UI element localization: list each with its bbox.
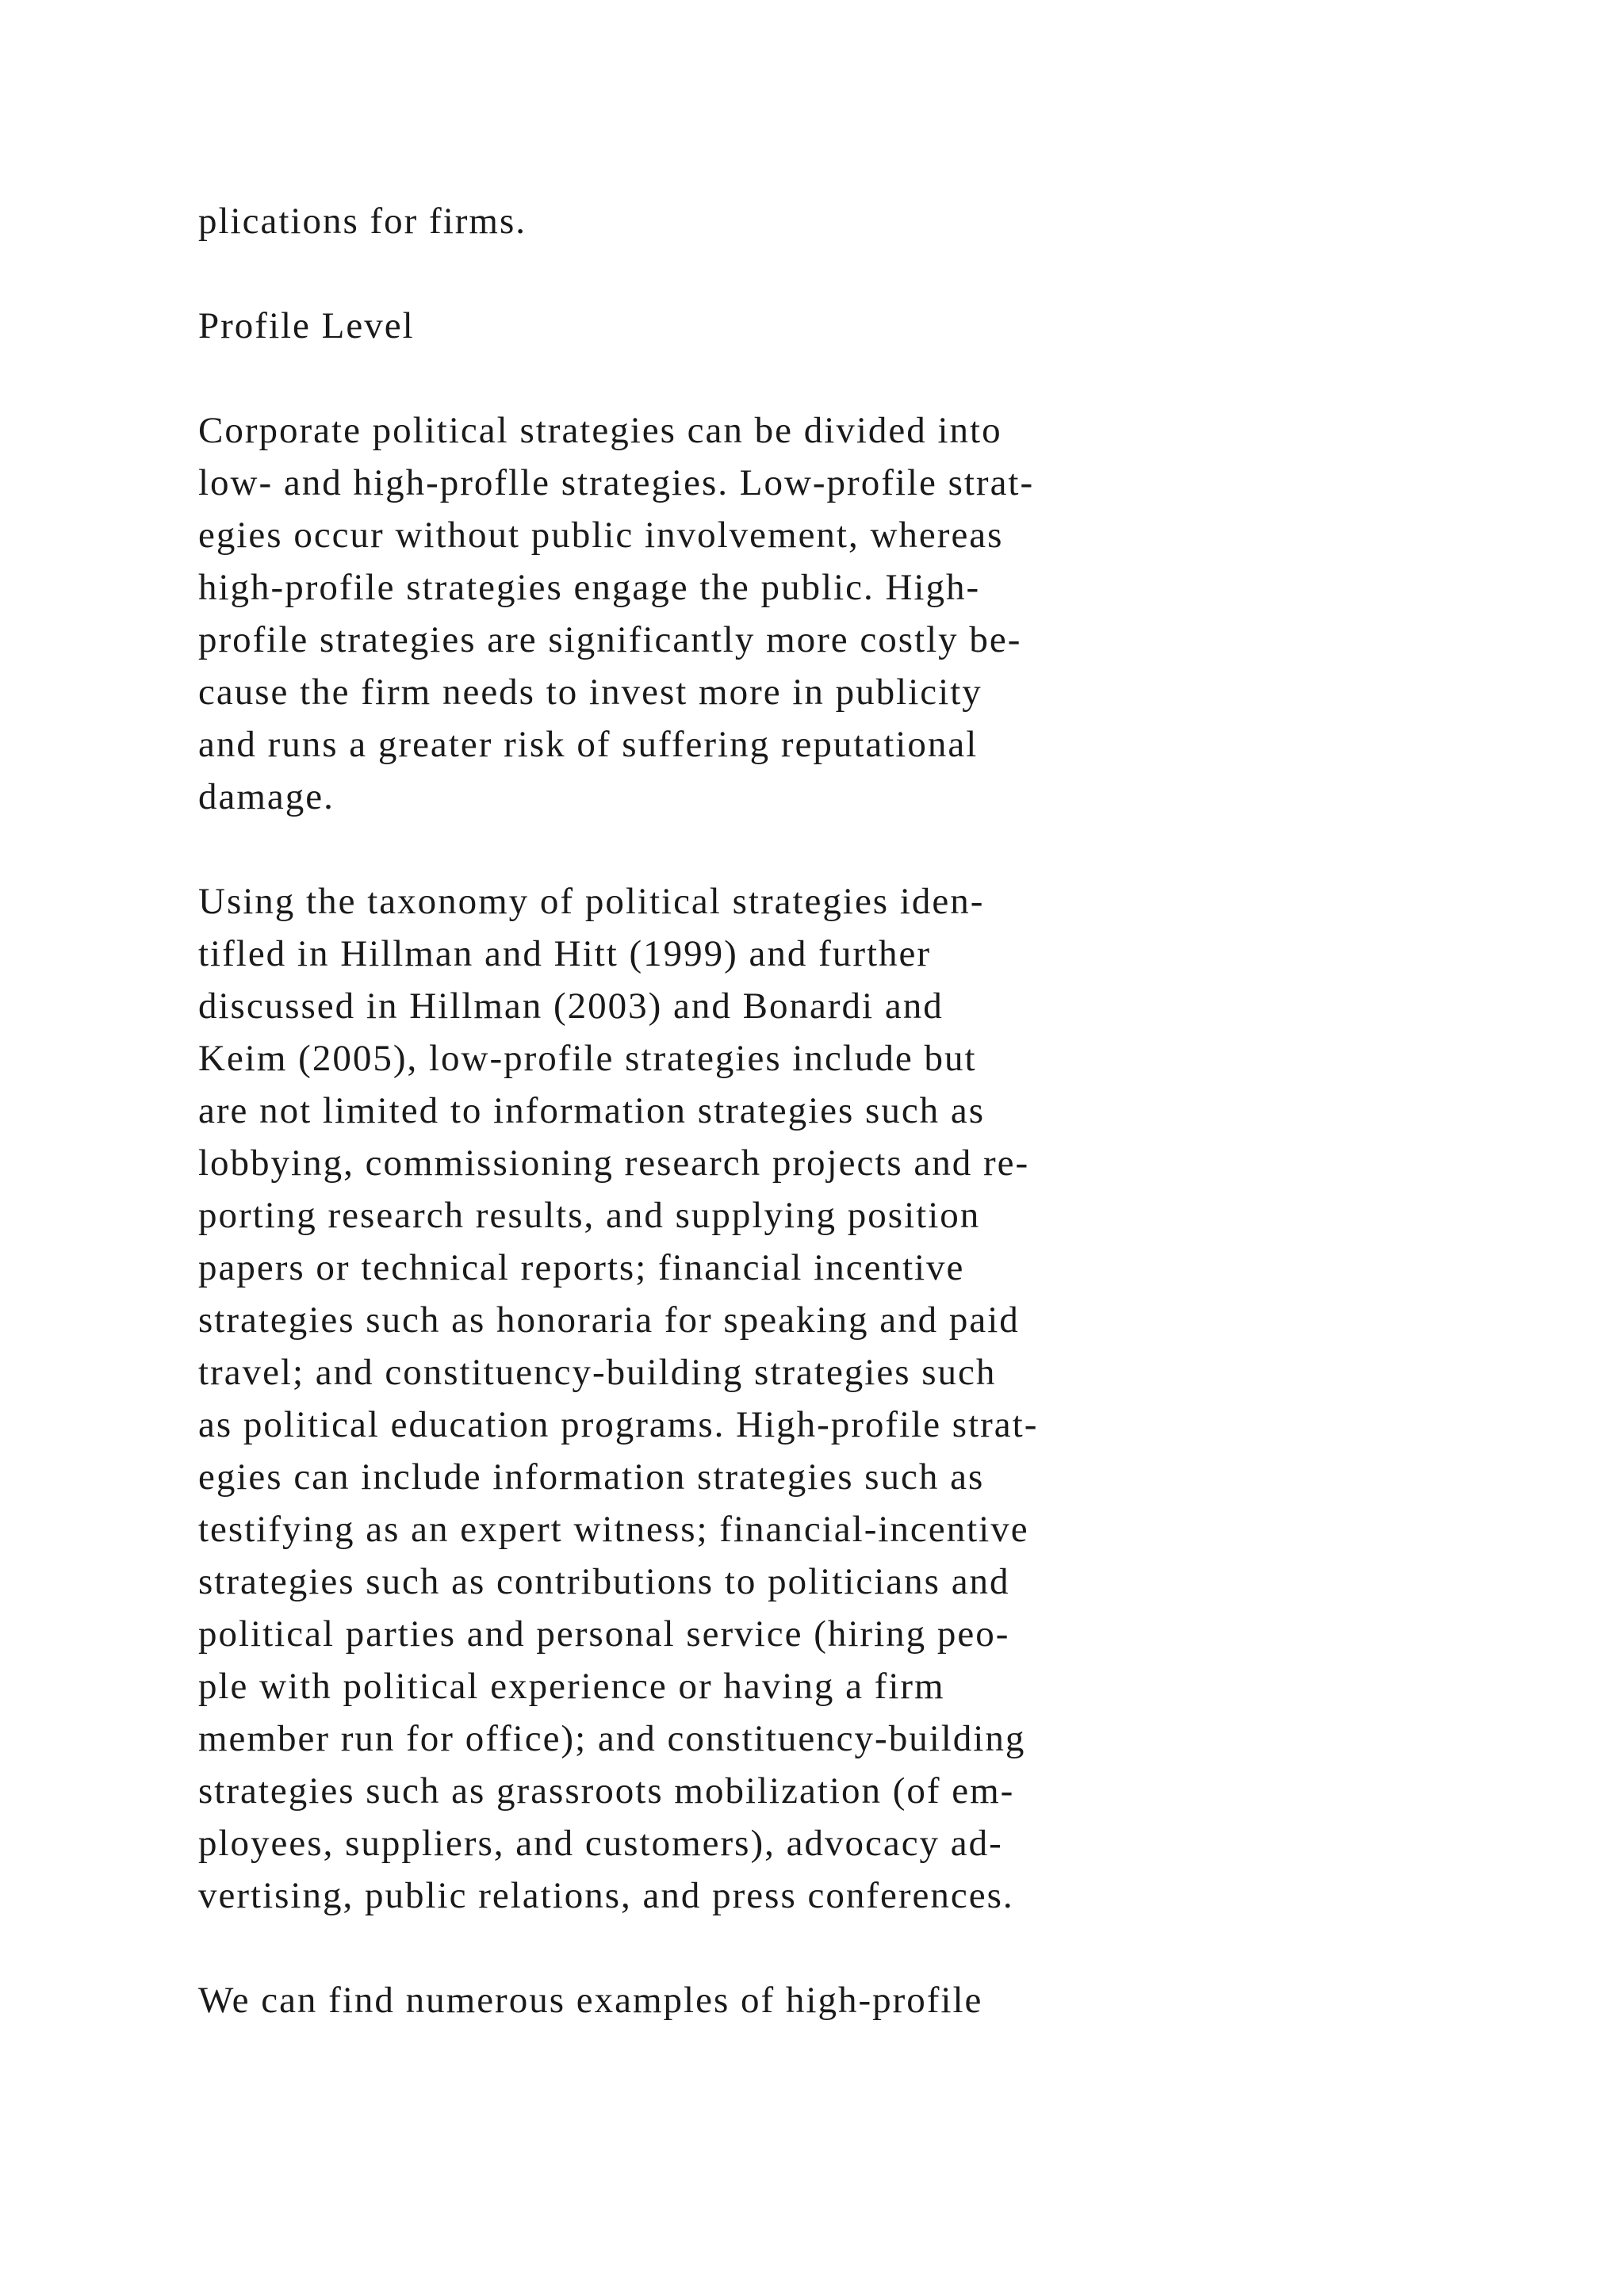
text-line: tifled in Hillman and Hitt (1999) and further: [198, 933, 932, 974]
section-heading: Profile Level: [198, 305, 415, 346]
text-line: as political education programs. High-profile strat-: [198, 1404, 1039, 1445]
text-line: cause the firm needs to invest more in publicity: [198, 672, 982, 713]
text-line: Keim (2005), low-profile strategies include but: [198, 1038, 977, 1079]
text-line: low- and high-proflle strategies. Low-profile strat-: [198, 462, 1035, 503]
text-line: strategies such as contributions to politicians and: [198, 1561, 1010, 1602]
text-line: ployees, suppliers, and customers), advocacy ad-: [198, 1823, 1003, 1864]
text-line: lobbying, commissioning research projects and re-: [198, 1142, 1030, 1184]
text-line: damage.: [198, 776, 335, 817]
text-line: and runs a greater risk of suffering reputational: [198, 724, 979, 765]
text-line: egies can include information strategies such as: [198, 1456, 985, 1498]
text-line: discussed in Hillman (2003) and Bonardi and: [198, 985, 944, 1027]
paragraph-gap: [198, 1922, 1467, 1974]
text-line: political parties and personal service (hiring peo-: [198, 1613, 1010, 1655]
text-line: travel; and constituency-building strategies such: [198, 1352, 997, 1393]
text-line: member run for office); and constituency-building: [198, 1718, 1026, 1759]
body-text: [198, 195, 1467, 2026]
paragraph-gap: [198, 352, 1467, 404]
text-line: vertising, public relations, and press conferences.: [198, 1875, 1014, 1916]
text-line: profile strategies are significantly more costly be-: [198, 619, 1022, 660]
text-line: egies occur without public involvement, whereas: [198, 515, 1004, 556]
text-line: papers or technical reports; financial incentive: [198, 1247, 965, 1288]
text-line: high-profile strategies engage the public. High-: [198, 567, 981, 608]
text-line: Using the taxonomy of political strategies iden-: [198, 881, 985, 922]
paragraph-gap: [198, 823, 1467, 875]
text-line: We can find numerous examples of high-profile: [198, 1980, 983, 2021]
text-line: strategies such as grassroots mobilization (of em-: [198, 1770, 1015, 1812]
text-line: ple with political experience or having a firm: [198, 1666, 945, 1707]
text-line: testifying as an expert witness; financial-incentive: [198, 1509, 1029, 1550]
text-line: strategies such as honoraria for speaking and paid: [198, 1299, 1020, 1341]
text-line: porting research results, and supplying position: [198, 1195, 981, 1236]
text-line: are not limited to information strategies such as: [198, 1090, 986, 1131]
text-line: Corporate political strategies can be divided into: [198, 410, 1002, 451]
text-line: plications for firms.: [198, 201, 527, 242]
paragraph-gap: [198, 247, 1467, 300]
